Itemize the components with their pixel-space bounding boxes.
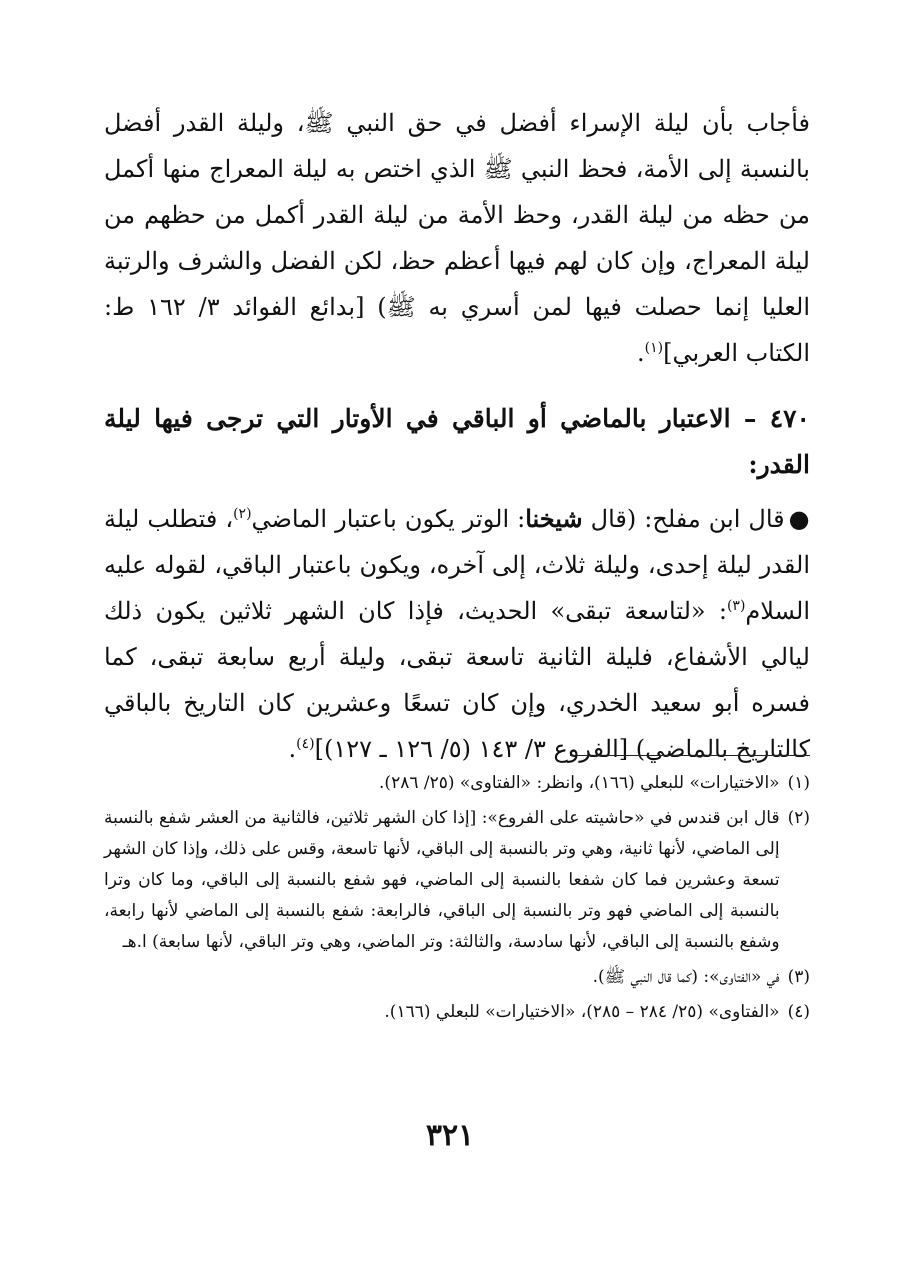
para2-part2: ، فتطلب ليلة القدر ليلة إحدى، وليلة ثلاث، إلى آخره، ويكون باعتبار الباقي، لقوله عليه السلام	[104, 505, 811, 625]
footnote-divider	[570, 755, 810, 756]
footnote-text: «الفتاوى» (٢٥/ ٢٨٤ – ٢٨٥)، «الاختيارات» للبعلي (١٦٦).	[384, 1002, 780, 1022]
footnote	[104, 962, 810, 993]
footnotes	[104, 768, 810, 1032]
footnote-number: (١)	[787, 773, 810, 793]
footnote-ref-4[interactable]: (٤)	[296, 736, 315, 752]
footnote-ref-3[interactable]: (٣)	[726, 598, 746, 614]
footnote	[104, 768, 810, 799]
para2-bold: شيخنا	[525, 504, 583, 533]
second-paragraph	[104, 496, 810, 772]
footnote-text: في «الفتاوى»: (كما قال النبي ﷺ).	[592, 967, 780, 987]
para2-start: قال ابن مفلح: (قال	[582, 505, 785, 533]
page-number: ٣٢١	[425, 1118, 475, 1153]
footnote-number: (٤)	[787, 1002, 810, 1022]
intro-paragraph	[104, 100, 810, 376]
period: .	[637, 339, 645, 367]
footnote-number: (٢)	[787, 808, 810, 828]
footnote-ref-1[interactable]: (١)	[644, 340, 664, 356]
footnote-text: «الاختيارات» للبعلي (١٦٦)، وانظر: «الفتاوى» (٢٥/ ٢٨٦).	[379, 773, 780, 793]
footnote-text: قال ابن قندس في «حاشيته على الفروع»: [إذا كان الشهر ثلاثين، فالثانية من العشر شفع بالنسبة إلى الماضي، لأنها ثانية، وهي وتر بالنسبة إلى الباقي، لأنها تاسعة، وقس على ذلك، وإذا كان الشهر تسعة وعشرين فما كان شفعا بالنسبة إلى الماضي، فهو شفع بالنسبة إلى الباقي، وما كان وترا بالنسبة إلى الماضي فهو وتر بالنسبة إلى الباقي، فالرابعة: شفع بالنسبة إلى الماضي لأنها رابعة، وشفع بالنسبة إلى الباقي، لأنها سادسة، والثالثة: وتر الماضي، وهي وتر الباقي، لأنها سابعة) ا.هـ	[104, 808, 780, 952]
period-2: .	[288, 735, 297, 763]
intro-text: فأجاب بأن ليلة الإسراء أفضل في حق النبي ﷺ، وليلة القدر أفضل بالنسبة إلى الأمة، فحظ النبي ﷺ الذي اختص به ليلة المعراج منها أكمل من حظه من ليلة القدر، وحظ الأمة من ليلة القدر أكمل من حظهم من ليلة المعراج، وإن كان لهم فيها أعظم حظ، لكن الفضل والشرف والرتبة العليا إنما حصلت فيها لمن أسري به ﷺ)	[104, 109, 810, 321]
section-heading: ٤٧٠ – الاعتبار بالماضي أو الباقي في الأوتار التي ترجى فيها ليلة القدر:	[104, 404, 810, 479]
footnote-ref-2[interactable]: (٢)	[233, 506, 252, 522]
bullet-icon: ●	[788, 505, 810, 533]
para2-part3: : «لتاسعة تبقى» الحديث، فإذا كان الشهر ثلاثين يكون ذلك ليالي الأشفاع، فليلة الثانية تاسعة تبقى، وليلة أربع سابعة تبقى، كما فسره أبو سعيد الخدري، وإن كان تسعًا وعشرين كان التاريخ بالباقي كالتاريخ بالماضي) [الفروع ٣/ ١٤٣ (٥/ ١٢٦ ـ ١٢٧)]	[104, 597, 810, 763]
intro-citation: [بدائع الفوائد ٣/ ١٦٢ ط: الكتاب العربي]	[104, 293, 810, 367]
footnote-number: (٣)	[787, 967, 810, 987]
para2-part1: : الوتر يكون باعتبار الماضي	[251, 505, 526, 533]
footnote	[104, 803, 810, 958]
main-text	[104, 100, 810, 772]
footnote	[104, 997, 810, 1028]
